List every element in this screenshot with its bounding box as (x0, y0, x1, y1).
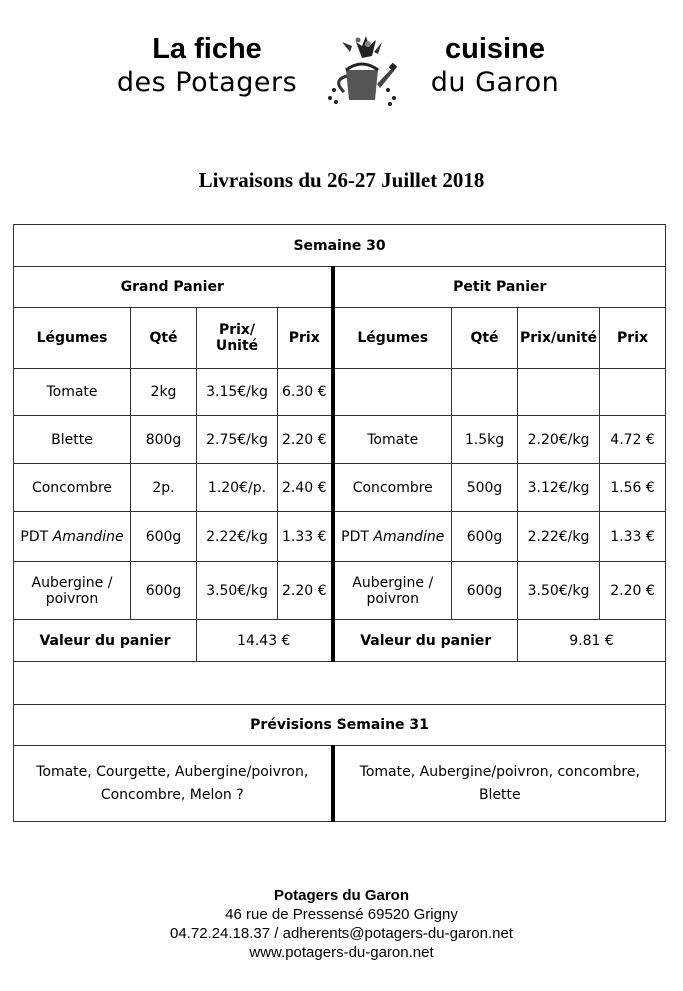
petit-total-value: 9.81 € (518, 620, 666, 662)
petit-veg: Aubergine / poivron (333, 562, 452, 620)
petit-unit-price: 3.50€/kg (518, 562, 600, 620)
petit-header-legumes: Légumes (333, 308, 452, 369)
previsions-title: Prévisions Semaine 31 (14, 705, 666, 746)
footer-name: Potagers du Garon (273, 887, 410, 904)
grand-veg-variety: Amandine (52, 528, 124, 545)
previsions-grand: Tomate, Courgette, Aubergine/poivron, Concombre, Melon ? (14, 746, 333, 822)
grand-header-prix-unite: Prix/ Unité (197, 308, 278, 369)
previsions-title-row (14, 705, 666, 746)
grand-veg (14, 512, 131, 562)
grand-veg: Tomate (14, 369, 131, 416)
grand-veg-label: PDT (20, 528, 53, 545)
petit-qty: 500g (452, 464, 518, 512)
footer-website: www.potagers-du-garon.net (249, 944, 434, 961)
petit-total-label: Valeur du panier (333, 620, 518, 662)
petit-unit-price: 2.20€/kg (518, 416, 600, 464)
petit-unit-price (518, 369, 600, 416)
empty-cell (14, 662, 666, 705)
total-row (14, 620, 666, 662)
grand-price: 2.20 € (278, 416, 333, 464)
petit-unit-price: 3.12€/kg (518, 464, 600, 512)
petit-price: 1.33 € (600, 512, 666, 562)
empty-row (14, 662, 666, 705)
grand-unit-price: 3.15€/kg (197, 369, 278, 416)
grand-total-value: 14.43 € (197, 620, 333, 662)
previsions-petit: Tomate, Aubergine/poivron, concombre, Blette (333, 746, 666, 822)
petit-veg (333, 512, 452, 562)
table-row (14, 512, 666, 562)
petit-panier-title: Petit Panier (333, 267, 666, 308)
grand-qty: 2kg (131, 369, 197, 416)
grand-veg: Concombre (14, 464, 131, 512)
grand-total-label: Valeur du panier (14, 620, 197, 662)
petit-price (600, 369, 666, 416)
page-title: Livraisons du 26-27 Juillet 2018 (198, 168, 485, 192)
petit-qty: 600g (452, 512, 518, 562)
delivery-table (13, 224, 666, 822)
table-row (14, 369, 666, 416)
grand-price: 6.30 € (278, 369, 333, 416)
petit-header-prix: Prix (600, 308, 666, 369)
petit-veg: Tomate (333, 416, 452, 464)
footer-address: 46 rue de Pressensé 69520 Grigny (225, 906, 458, 923)
petit-price: 2.20 € (600, 562, 666, 620)
petit-header-qte: Qté (452, 308, 518, 369)
grand-header-prix: Prix (278, 308, 333, 369)
footer (0, 886, 683, 962)
week-row (14, 225, 666, 267)
footer-contact: 04.72.24.18.37 / adherents@potagers-du-garon.net (170, 925, 513, 942)
petit-qty: 1.5kg (452, 416, 518, 464)
header (0, 28, 683, 128)
grand-unit-price: 2.22€/kg (197, 512, 278, 562)
grand-qty: 600g (131, 562, 197, 620)
week-title: Semaine 30 (14, 225, 666, 267)
grand-price: 2.20 € (278, 562, 333, 620)
grand-price: 2.40 € (278, 464, 333, 512)
grand-panier-title: Grand Panier (14, 267, 333, 308)
grand-header-qte: Qté (131, 308, 197, 369)
table-row (14, 562, 666, 620)
petit-veg: Concombre (333, 464, 452, 512)
header-title-la-fiche: La fiche (152, 33, 262, 65)
petit-qty (452, 369, 518, 416)
header-title-cuisine: cuisine (445, 33, 545, 65)
petit-qty: 600g (452, 562, 518, 620)
grand-price: 1.33 € (278, 512, 333, 562)
petit-price: 1.56 € (600, 464, 666, 512)
grand-qty: 2p. (131, 464, 197, 512)
petit-veg-label: PDT (341, 528, 374, 545)
watering-can-icon (322, 28, 402, 108)
header-title-du-garon: du Garon (430, 67, 560, 98)
grand-unit-price: 1.20€/p. (197, 464, 278, 512)
previsions-row (14, 746, 666, 822)
grand-qty: 600g (131, 512, 197, 562)
table-row (14, 464, 666, 512)
petit-veg-variety: Amandine (373, 528, 445, 545)
grand-header-legumes: Légumes (14, 308, 131, 369)
petit-price: 4.72 € (600, 416, 666, 464)
petit-unit-price: 2.22€/kg (518, 512, 600, 562)
grand-veg: Aubergine / poivron (14, 562, 131, 620)
grand-unit-price: 2.75€/kg (197, 416, 278, 464)
header-title-des-potagers: des Potagers (116, 67, 298, 98)
panier-titles-row (14, 267, 666, 308)
table-row (14, 416, 666, 464)
grand-unit-price: 3.50€/kg (197, 562, 278, 620)
grand-veg: Blette (14, 416, 131, 464)
petit-veg (333, 369, 452, 416)
column-headers-row (14, 308, 666, 369)
header-left (112, 32, 302, 100)
petit-header-prix-unite: Prix/unité (518, 308, 600, 369)
header-right (420, 32, 570, 100)
grand-qty: 800g (131, 416, 197, 464)
